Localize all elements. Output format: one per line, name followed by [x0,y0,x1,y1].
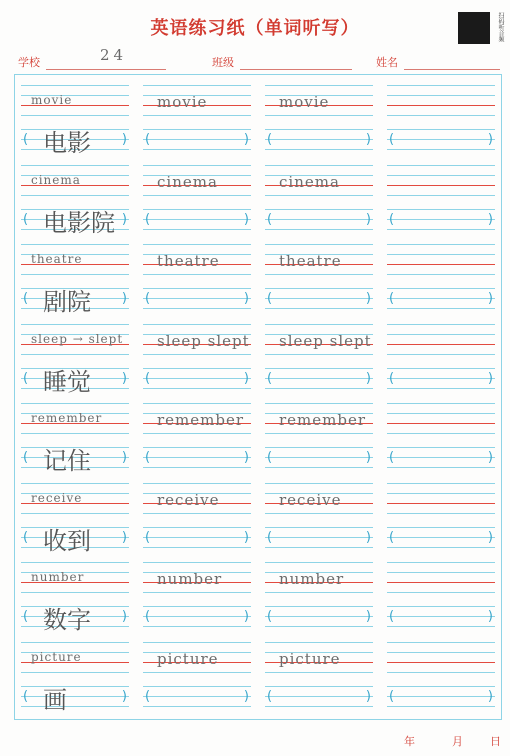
practice-copy-2: movie [279,93,330,111]
paren-open: ( [145,291,151,306]
meaning-box[interactable] [265,527,373,557]
paren-close: ) [243,450,249,465]
guide-line [387,334,495,335]
paren-close: ) [121,370,127,386]
paren-open: ( [389,609,395,624]
guide-line [265,537,373,538]
guide-line [21,165,129,166]
guide-line [143,457,251,458]
guide-line [387,378,495,379]
paren-close: ) [365,370,371,386]
guide-line [387,219,495,220]
practice-copy-1: remember [157,411,245,429]
paren-close: ) [365,291,371,306]
baseline-red [387,662,495,663]
paren-close: ) [243,132,249,147]
guide-line [143,288,251,289]
meaning-box[interactable] [143,368,251,398]
guide-line [143,85,251,86]
guide-line [21,433,129,434]
guide-line [21,562,129,563]
page-title: 英语练习纸（单词听写） [150,18,360,39]
paren-open: ( [145,688,151,704]
paren-close: ) [121,609,127,624]
guide-line [265,129,373,130]
writing-lines[interactable] [387,642,495,682]
guide-line [265,592,373,593]
paren-open: ( [23,688,29,704]
meaning-box[interactable] [143,129,251,159]
guide-line [143,537,251,538]
guide-line [143,527,251,528]
paren-open: ( [145,211,151,227]
paren-open: ( [145,132,151,147]
paren-close: ) [365,211,371,227]
paren-open: ( [267,211,273,227]
practice-copy-1: receive [157,490,220,509]
guide-line [143,483,251,484]
paren-close: ) [243,529,249,545]
guide-line [265,642,373,643]
meaning-box[interactable] [387,606,495,636]
guide-line [387,403,495,404]
paren-open: ( [389,291,395,306]
paren-open: ( [267,688,273,704]
guide-line [21,513,129,514]
guide-line [387,195,495,196]
guide-line [143,324,251,325]
guide-line [387,672,495,673]
dictated-word: cinema [31,172,81,187]
guide-line [265,85,373,86]
guide-line [143,447,251,448]
guide-line [21,483,129,484]
paren-open: ( [389,529,395,545]
paren-close: ) [365,132,371,147]
guide-line [265,433,373,434]
guide-line [265,616,373,617]
guide-line [143,195,251,196]
dictation-grid [14,74,502,720]
meaning-box[interactable] [143,686,251,716]
guide-line [143,244,251,245]
paren-close: ) [121,688,127,704]
guide-line [143,433,251,434]
guide-line [387,244,495,245]
paren-close: ) [121,529,127,545]
guide-line [387,527,495,528]
guide-line [387,652,495,653]
paren-open: ( [267,132,273,147]
guide-line [265,403,373,404]
footer-day: 日 [490,735,501,748]
guide-line [387,686,495,687]
guide-line [265,219,373,220]
guide-line [143,626,251,627]
guide-line [387,288,495,289]
guide-line [265,606,373,607]
meaning-box[interactable] [387,209,495,239]
practice-copy-1: cinema [157,172,218,191]
guide-line [265,706,373,707]
guide-line [21,324,129,325]
guide-line [143,513,251,514]
paren-open: ( [23,211,29,227]
baseline-red [387,503,495,504]
writing-lines[interactable] [387,562,495,602]
guide-line [387,493,495,494]
guide-line [387,626,495,627]
paren-close: ) [487,450,493,465]
guide-line [265,696,373,697]
chinese-meaning: 记住 [43,447,91,475]
guide-line [143,696,251,697]
guide-line [387,85,495,86]
paren-open: ( [23,529,29,545]
guide-line [265,298,373,299]
meaning-box[interactable] [265,209,373,239]
guide-line [387,354,495,355]
guide-line [387,165,495,166]
paren-close: ) [487,688,493,704]
paren-open: ( [23,450,29,465]
guide-line [387,298,495,299]
guide-line [143,388,251,389]
guide-line [143,547,251,548]
guide-line [265,195,373,196]
paren-close: ) [365,529,371,545]
guide-line [387,467,495,468]
chinese-meaning: 电影 [43,129,91,157]
guide-line [265,562,373,563]
guide-line [21,672,129,673]
guide-line [21,85,129,86]
guide-line [143,672,251,673]
guide-line [143,562,251,563]
guide-line [21,274,129,275]
guide-line [143,706,251,707]
meaning-box[interactable] [387,129,495,159]
meaning-box[interactable] [387,686,495,716]
paren-open: ( [389,450,395,465]
practice-copy-2: cinema [279,172,340,191]
guide-line [21,642,129,643]
dictated-word: sleep → slept [31,331,124,346]
guide-line [265,378,373,379]
guide-line [265,513,373,514]
paren-close: ) [487,291,493,306]
meaning-box[interactable] [265,447,373,477]
guide-line [265,324,373,325]
writing-lines[interactable] [387,483,495,523]
guide-line [265,354,373,355]
paren-close: ) [365,609,371,624]
guide-line [387,175,495,176]
guide-line [387,139,495,140]
dictated-word: number [31,570,85,584]
guide-line [143,165,251,166]
guide-line [265,388,373,389]
baseline-red [387,582,495,583]
guide-line [387,388,495,389]
guide-line [143,592,251,593]
guide-line [265,483,373,484]
chinese-meaning: 电影院 [43,208,115,237]
guide-line [143,378,251,379]
name-underline[interactable] [404,69,500,70]
qr-caption: 扫码听音频 [497,12,504,42]
guide-line [387,457,495,458]
paren-open: ( [389,370,395,386]
guide-line [265,308,373,309]
writing-lines[interactable] [387,324,495,364]
guide-line [143,368,251,369]
paren-open: ( [145,370,151,386]
class-underline[interactable] [240,69,352,70]
paren-open: ( [267,370,273,386]
guide-line [387,642,495,643]
school-value[interactable]: 24 [100,46,128,64]
practice-copy-1: number [157,570,223,588]
paren-close: ) [487,370,493,386]
guide-line [21,696,129,697]
guide-line [387,606,495,607]
chinese-meaning: 收到 [43,526,91,555]
guide-line [21,115,129,116]
guide-line [265,244,373,245]
paren-open: ( [145,450,151,465]
paren-open: ( [145,609,151,624]
paren-open: ( [267,450,273,465]
guide-line [143,642,251,643]
footer-year: 年 [404,735,415,748]
qr-code[interactable] [458,12,490,44]
guide-line [265,115,373,116]
school-underline [46,69,166,70]
paren-open: ( [23,609,29,624]
guide-line [387,254,495,255]
guide-line [387,95,495,96]
paren-open: ( [267,529,273,545]
guide-line [143,229,251,230]
guide-line [143,354,251,355]
footer-month: 月 [452,735,463,748]
guide-line [265,139,373,140]
chinese-meaning: 画 [43,685,67,714]
guide-line [387,483,495,484]
paren-close: ) [365,688,371,704]
chinese-meaning: 睡觉 [43,367,91,396]
paren-open: ( [267,609,273,624]
guide-line [21,403,129,404]
meaning-box[interactable] [387,447,495,477]
paren-open: ( [389,132,395,147]
guide-line [387,572,495,573]
dictated-word: movie [31,93,73,107]
guide-line [265,672,373,673]
meaning-box[interactable] [143,209,251,239]
paren-close: ) [487,529,493,545]
paren-close: ) [121,132,127,147]
writing-lines[interactable] [387,244,495,284]
guide-line [387,209,495,210]
guide-line [143,115,251,116]
baseline-red [387,344,495,345]
paren-close: ) [487,132,493,147]
baseline-red [387,185,495,186]
paren-close: ) [243,609,249,624]
guide-line [387,368,495,369]
guide-line [387,616,495,617]
guide-line [387,706,495,707]
guide-line [21,592,129,593]
paren-open: ( [23,132,29,147]
guide-line [143,686,251,687]
writing-lines[interactable] [387,165,495,205]
guide-line [387,149,495,150]
guide-line [143,274,251,275]
dictated-word: picture [31,649,82,664]
meaning-box[interactable] [21,686,129,716]
guide-line [387,129,495,130]
guide-line [387,562,495,563]
guide-line [143,606,251,607]
practice-copy-2: theatre [279,252,342,270]
paren-close: ) [243,291,249,306]
guide-line [387,537,495,538]
guide-line [143,209,251,210]
guide-line [143,616,251,617]
meaning-box[interactable] [265,606,373,636]
meaning-box[interactable] [265,129,373,159]
paren-close: ) [121,211,127,227]
dictated-word: remember [31,411,103,425]
guide-line [387,115,495,116]
meaning-box[interactable] [143,447,251,477]
paren-open: ( [145,529,151,545]
meaning-box[interactable] [143,288,251,318]
guide-line [387,413,495,414]
paren-open: ( [267,291,273,306]
guide-line [265,149,373,150]
guide-line [265,165,373,166]
baseline-red [387,264,495,265]
meaning-box[interactable] [387,368,495,398]
practice-copy-1: sleep slept [157,331,250,350]
practice-copy-2: sleep slept [279,331,372,350]
guide-line [143,308,251,309]
guide-line [265,686,373,687]
meaning-box[interactable] [265,288,373,318]
guide-line [387,433,495,434]
guide-line [387,229,495,230]
dictated-word: receive [31,490,83,505]
guide-line [143,149,251,150]
meaning-box[interactable] [265,368,373,398]
practice-copy-1: picture [157,649,219,668]
chinese-meaning: 数字 [43,606,91,634]
dictated-word: theatre [31,252,83,266]
guide-line [265,368,373,369]
guide-line [265,288,373,289]
guide-line [265,229,373,230]
paren-close: ) [121,291,127,306]
guide-line [143,129,251,130]
guide-line [265,527,373,528]
baseline-red [387,423,495,424]
paren-close: ) [121,450,127,465]
guide-line [265,274,373,275]
paren-close: ) [243,688,249,704]
name-label: 姓名 [376,56,398,69]
guide-line [265,457,373,458]
paren-close: ) [487,211,493,227]
guide-line [143,139,251,140]
guide-line [143,219,251,220]
guide-line [265,209,373,210]
guide-line [21,244,129,245]
meaning-box[interactable] [143,527,251,557]
guide-line [387,547,495,548]
guide-line [387,308,495,309]
paren-close: ) [487,609,493,624]
guide-line [143,298,251,299]
practice-copy-1: theatre [157,252,220,270]
writing-lines[interactable] [387,403,495,443]
practice-copy-2: number [279,570,345,588]
guide-line [265,626,373,627]
meaning-box[interactable] [387,527,495,557]
guide-line [265,467,373,468]
chinese-meaning: 剧院 [43,288,91,316]
guide-line [143,467,251,468]
meaning-box[interactable] [143,606,251,636]
paren-open: ( [389,688,395,704]
guide-line [387,592,495,593]
guide-line [265,447,373,448]
paren-open: ( [23,291,29,306]
guide-line [21,354,129,355]
guide-line [387,274,495,275]
class-label: 班级 [212,56,234,69]
guide-line [21,195,129,196]
guide-line [21,706,129,707]
paren-close: ) [243,211,249,227]
guide-line [387,696,495,697]
paren-open: ( [23,370,29,386]
guide-line [387,324,495,325]
guide-line [387,513,495,514]
practice-copy-2: receive [279,490,342,509]
paren-close: ) [243,370,249,386]
school-label: 学校 [18,56,40,69]
baseline-red [387,105,495,106]
guide-line [143,403,251,404]
practice-copy-2: picture [279,649,341,668]
practice-copy-1: movie [157,93,208,111]
paren-close: ) [365,450,371,465]
guide-line [21,686,129,687]
writing-lines[interactable] [387,85,495,125]
practice-copy-2: remember [279,411,367,429]
meaning-box[interactable] [387,288,495,318]
meaning-box[interactable] [265,686,373,716]
guide-line [265,547,373,548]
paren-open: ( [389,211,395,227]
guide-line [387,447,495,448]
